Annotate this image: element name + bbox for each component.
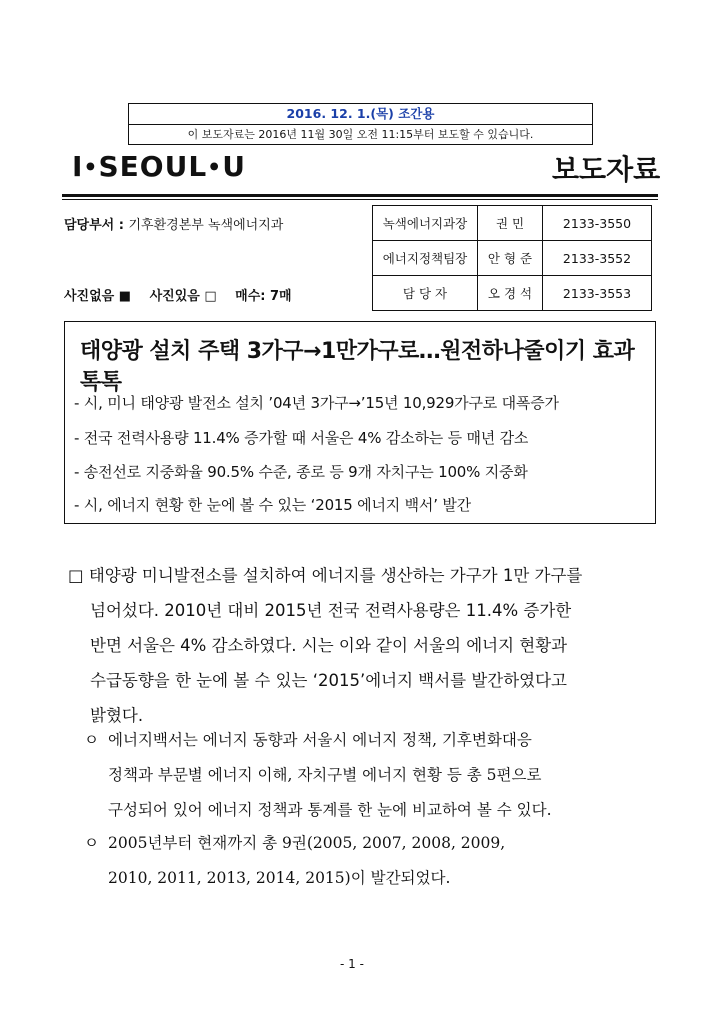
bullet-item — [78, 826, 668, 896]
summary-item: - 시, 미니 태양광 발전소 설치 ’04년 3가구→’15년 10,929가구로 대폭증가 — [74, 394, 559, 412]
table-row — [373, 206, 652, 241]
body-line: 반면 서울은 4% 감소하였다. 시는 이와 같이 서울의 에너지 현황과 — [90, 636, 568, 655]
logo-dot: • — [207, 155, 223, 181]
body-line: □ 태양광 미니발전소를 설치하여 에너지를 생산하는 가구가 1만 가구를 — [68, 566, 583, 585]
bullet-line: 구성되어 있어 에너지 정책과 통계를 한 눈에 비교하여 볼 수 있다. — [108, 801, 552, 819]
contact-name: 권 민 — [478, 206, 543, 241]
contact-table — [372, 205, 652, 311]
body-line: 수급동향을 한 눈에 볼 수 있는 ‘2015’에너지 백서를 발간하였다고 — [90, 671, 567, 690]
department-label: 담당부서 : — [64, 218, 129, 233]
logo-part-seoul: SEOUL — [98, 150, 208, 183]
photo-count: 매수: 7매 — [235, 289, 292, 304]
seoul-logo — [72, 150, 246, 183]
summary-item: - 시, 에너지 현황 한 눈에 볼 수 있는 ‘2015 에너지 백서’ 발간 — [74, 496, 471, 514]
headline: 태양광 설치 주택 3가구→1만가구로…원전하나줄이기 효과 톡톡 — [80, 339, 635, 395]
header-divider-thin — [62, 199, 658, 200]
embargo-notice: 이 보도자료는 2016년 11월 30일 오전 11:15부터 보도할 수 있습니다. — [187, 128, 534, 141]
page-number: - 1 - — [340, 957, 364, 971]
bullet-marker: ㅇ — [84, 731, 99, 749]
department — [64, 214, 283, 233]
table-row — [373, 241, 652, 276]
header-divider — [62, 194, 658, 197]
bullet-marker: ㅇ — [84, 834, 99, 852]
summary-item: - 전국 전력사용량 11.4% 증가할 때 서울은 4% 감소하는 등 매년 감소 — [74, 429, 529, 447]
bullet-item — [78, 723, 668, 828]
photo-info — [64, 285, 306, 304]
body-line: 넘어섰다. 2010년 대비 2015년 전국 전력사용량은 11.4% 증가한 — [90, 601, 572, 620]
body-paragraph — [68, 558, 668, 733]
embargo-box — [128, 103, 593, 145]
contact-name: 안 형 준 — [478, 241, 543, 276]
body-line: 밝혔다. — [90, 706, 144, 725]
contact-role: 에너지정책팀장 — [373, 241, 478, 276]
contact-phone: 2133-3553 — [543, 276, 652, 311]
bullet-line: 에너지백서는 에너지 동향과 서울시 에너지 정책, 기후변화대응 — [108, 731, 532, 749]
bullet-line: 2010, 2011, 2013, 2014, 2015)이 발간되었다. — [108, 869, 451, 887]
logo-part-i: I — [72, 150, 84, 183]
contact-role: 담 당 자 — [373, 276, 478, 311]
embargo-date: 2016. 12. 1.(목) 조간용 — [129, 104, 592, 125]
contact-role: 녹색에너지과장 — [373, 206, 478, 241]
contact-name: 오 경 석 — [478, 276, 543, 311]
bullet-line: 정책과 부문별 에너지 이해, 자치구별 에너지 현황 등 총 5편으로 — [108, 766, 542, 784]
summary-item: - 송전선로 지중화율 90.5% 수준, 종로 등 9개 자치구는 100% 지중화 — [74, 463, 528, 481]
photo-exists: 사진있음 □ — [149, 289, 217, 304]
contact-phone: 2133-3552 — [543, 241, 652, 276]
logo-dot: • — [83, 155, 99, 181]
table-row — [373, 276, 652, 311]
contact-phone: 2133-3550 — [543, 206, 652, 241]
logo-part-u: U — [222, 150, 246, 183]
bullet-line: 2005년부터 현재까지 총 9권(2005, 2007, 2008, 2009, — [108, 834, 506, 852]
doc-type-title: 보도자료 — [552, 153, 661, 186]
photo-none: 사진없음 ■ — [64, 289, 132, 304]
department-value: 기후환경본부 녹색에너지과 — [128, 218, 284, 233]
